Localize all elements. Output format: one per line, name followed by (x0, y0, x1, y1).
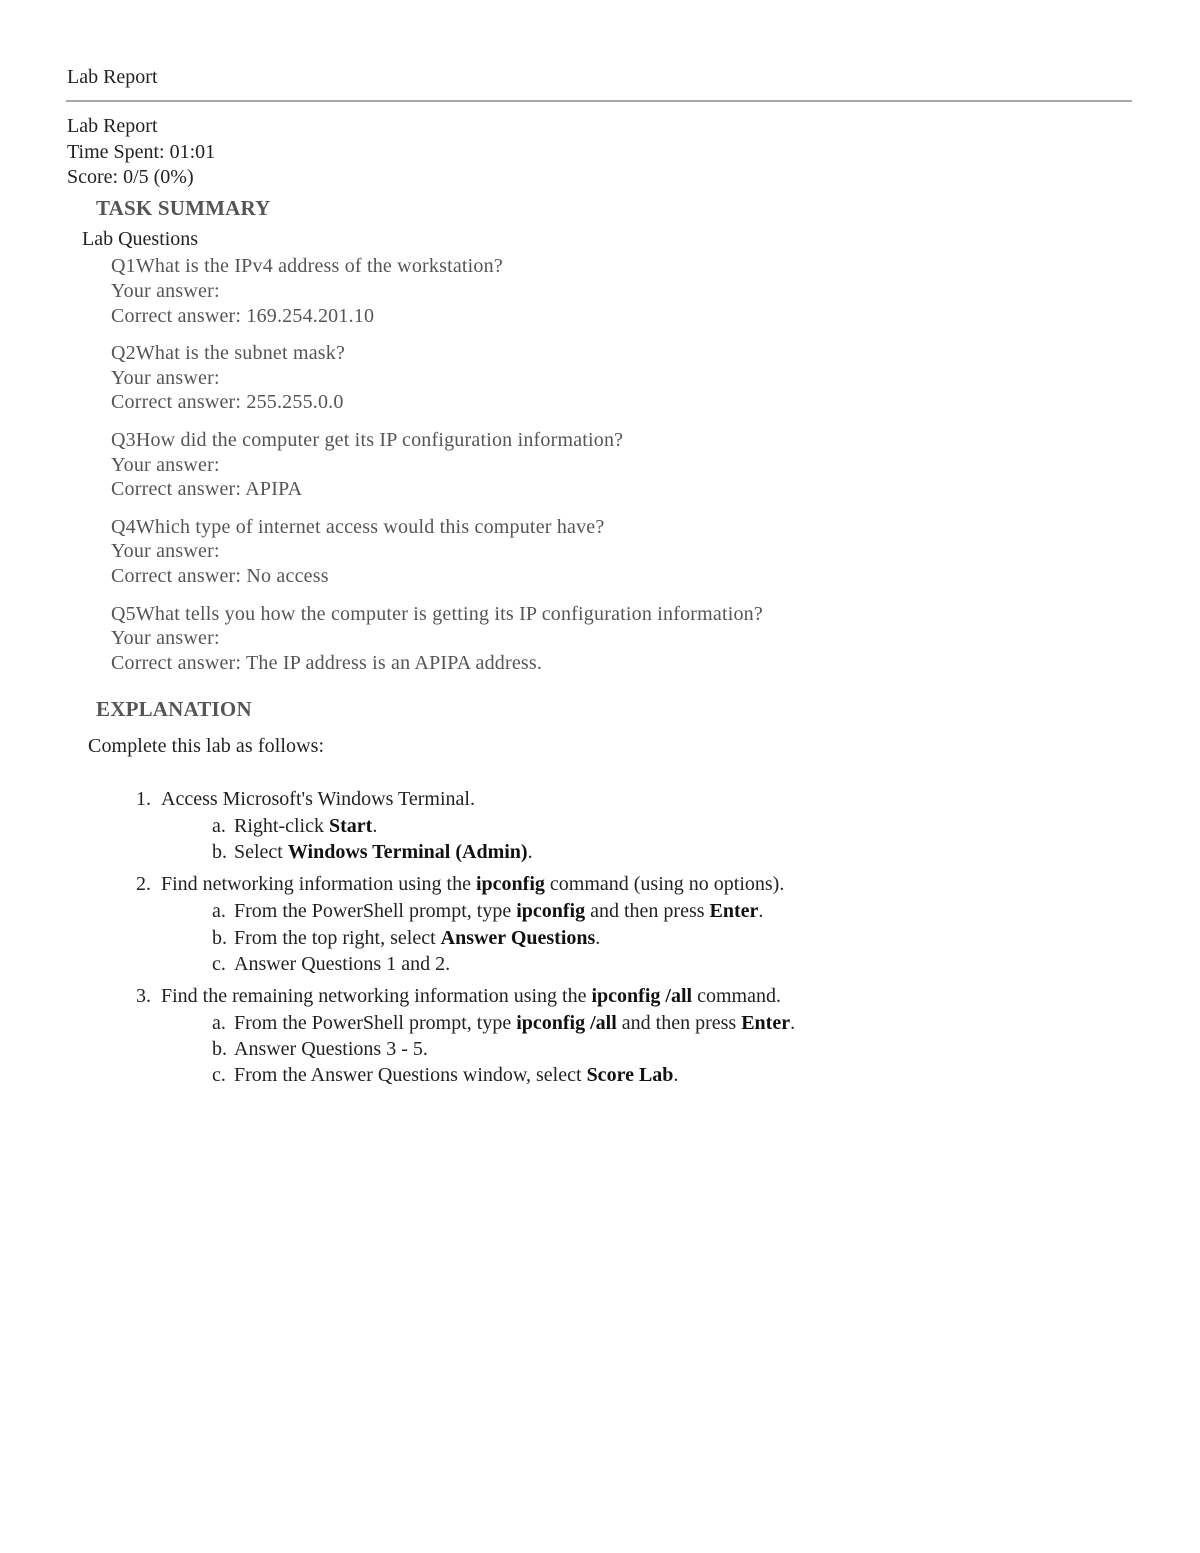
sub-step-text-end: . (673, 1064, 679, 1087)
sub-step-text-end: . (758, 900, 764, 923)
sub-step-text: From the PowerShell prompt, type (234, 900, 517, 923)
step-text-end: command (using no options). (544, 873, 785, 896)
sub-step-text-end: . (595, 926, 601, 949)
sub-step-bold: Windows Terminal (Admin) (287, 841, 528, 864)
sub-step-text: Answer Questions 3 - 5. (234, 1038, 428, 1061)
sub-step-text-mid: and then press (585, 900, 710, 923)
sub-step-letter: b. (212, 926, 227, 949)
sub-step (212, 839, 795, 865)
sub-step (212, 1036, 795, 1062)
sub-step-text: From the top right, select (234, 926, 441, 949)
sub-step-text: Select (234, 841, 288, 864)
correct-answer: Correct answer: No access (111, 565, 329, 588)
sub-step-letter: a. (212, 1012, 226, 1035)
question-item (111, 341, 763, 415)
explanation-intro: Complete this lab as follows: (88, 735, 325, 757)
sub-step (212, 898, 795, 924)
report-title: Lab Report (67, 115, 158, 137)
your-answer: Your answer: (111, 453, 220, 476)
sub-step (212, 1010, 795, 1036)
correct-answer: Correct answer: 255.255.0.0 (111, 391, 344, 414)
sub-step-bold-2: Enter (709, 900, 759, 923)
sub-step-letter: b. (212, 841, 227, 864)
sub-step-list (136, 898, 795, 977)
question-text: Q5What tells you how the computer is getting its IP configuration information? (111, 602, 763, 625)
sub-step-list (136, 1010, 795, 1089)
correct-answer: Correct answer: The IP address is an APIPA address. (111, 652, 543, 675)
step-bold: ipconfig /all (591, 985, 693, 1008)
sub-step-bold: Score Lab (586, 1064, 674, 1087)
sub-step (212, 925, 795, 951)
sub-step-bold: Answer Questions (440, 926, 596, 949)
sub-step-text-end: . (372, 815, 378, 837)
your-answer: Your answer: (111, 540, 220, 563)
sub-step-text: Right-click (234, 815, 329, 837)
step-number: 3. (136, 985, 151, 1008)
sub-step (212, 1062, 795, 1088)
step-text: Find the remaining networking information using the (161, 985, 592, 1008)
step-item (136, 786, 795, 865)
sub-step-bold: ipconfig (516, 900, 586, 923)
step-bold: ipconfig (475, 873, 545, 896)
question-item (111, 602, 763, 676)
sub-step (212, 951, 795, 977)
sub-step-bold: ipconfig /all (516, 1012, 617, 1035)
correct-answer: Correct answer: APIPA (111, 478, 303, 501)
sub-step-text: From the PowerShell prompt, type (234, 1012, 517, 1035)
sub-step-text-mid: and then press (616, 1012, 742, 1035)
sub-step-text: From the Answer Questions window, select (234, 1064, 587, 1087)
step-line (136, 983, 795, 1010)
report-meta (67, 114, 215, 191)
sub-step-text: Answer Questions 1 and 2. (234, 952, 451, 975)
sub-step-letter: b. (212, 1038, 227, 1061)
question-item (111, 428, 763, 502)
lab-questions-label: Lab Questions (82, 228, 199, 250)
your-answer: Your answer: (111, 366, 220, 389)
sub-step-text-end: . (527, 841, 533, 864)
explanation-steps (136, 786, 795, 1095)
step-item (136, 983, 795, 1089)
sub-step-list (136, 813, 795, 865)
question-text: Q3How did the computer get its IP configuration information? (111, 428, 624, 451)
time-spent: Time Spent: 01:01 (67, 140, 216, 163)
sub-step-letter: a. (212, 900, 226, 923)
sub-step-letter: c. (212, 1064, 226, 1087)
document-header-title: Lab Report (67, 66, 158, 88)
step-text: Find networking information using the (161, 873, 476, 896)
sub-step (212, 813, 795, 839)
explanation-heading: EXPLANATION (96, 697, 252, 721)
your-answer: Your answer: (111, 279, 220, 302)
step-line (136, 871, 795, 898)
sub-step-bold-2: Enter (741, 1012, 791, 1035)
step-number: 1. (136, 788, 151, 810)
step-text-end: command. (692, 985, 781, 1008)
sub-step-text-end: . (790, 1012, 796, 1035)
question-text: Q1What is the IPv4 address of the workstation? (111, 255, 503, 277)
questions-list (111, 254, 763, 688)
task-summary-heading: TASK SUMMARY (96, 196, 271, 220)
question-item (111, 515, 763, 589)
your-answer: Your answer: (111, 627, 220, 650)
question-text: Q4Which type of internet access would this computer have? (111, 515, 605, 538)
sub-step-letter: c. (212, 952, 226, 975)
correct-answer: Correct answer: 169.254.201.10 (111, 304, 375, 327)
question-text: Q2What is the subnet mask? (111, 341, 346, 364)
question-item (111, 254, 763, 328)
header-divider (66, 100, 1132, 102)
step-line (136, 786, 795, 813)
sub-step-letter: a. (212, 815, 226, 837)
step-text: Access Microsoft's Windows Terminal. (161, 788, 475, 810)
sub-step-bold: Start (328, 815, 373, 837)
score: Score: 0/5 (0%) (67, 166, 194, 188)
step-number: 2. (136, 873, 151, 896)
step-item (136, 871, 795, 977)
